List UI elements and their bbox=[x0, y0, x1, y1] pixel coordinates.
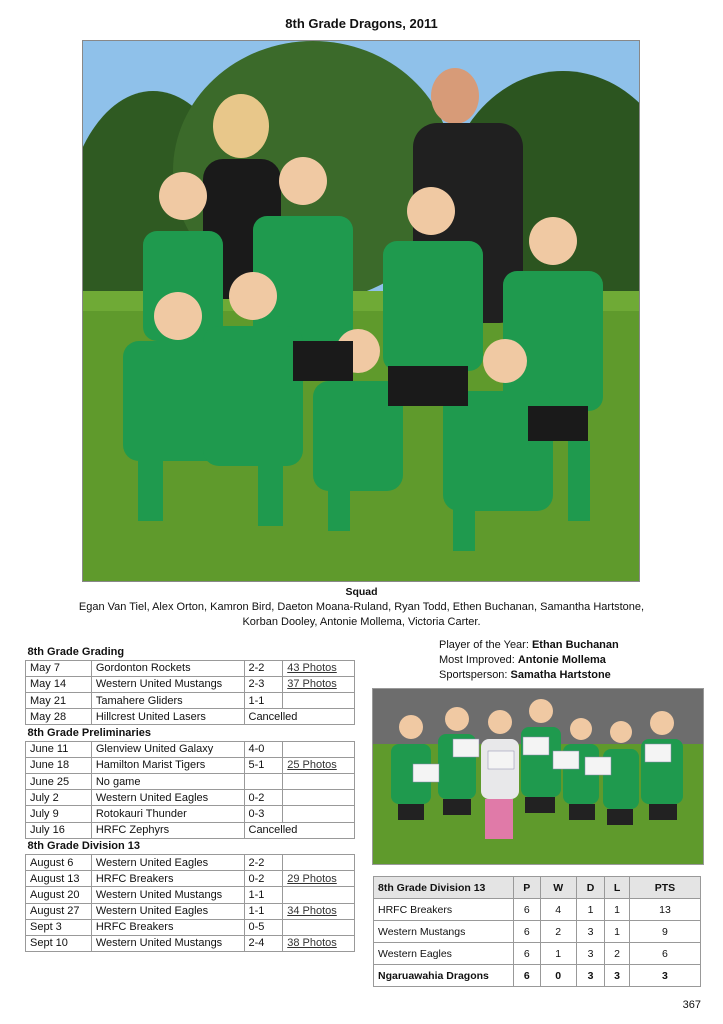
award-label: Sportsperson: bbox=[439, 669, 511, 681]
match-date: July 2 bbox=[26, 790, 92, 806]
result-row bbox=[26, 709, 355, 725]
ladder-p: 6 bbox=[514, 965, 541, 987]
match-photos-cell bbox=[283, 774, 355, 790]
section-heading-row bbox=[26, 725, 355, 741]
ladder-header-team: 8th Grade Division 13 bbox=[374, 877, 514, 899]
match-photos-cell bbox=[283, 790, 355, 806]
ladder-row bbox=[374, 965, 701, 987]
award-sportsperson bbox=[439, 668, 619, 683]
ladder-p: 6 bbox=[514, 943, 541, 965]
match-opponent: HRFC Breakers bbox=[91, 919, 244, 935]
result-row bbox=[26, 741, 355, 757]
match-score: 2-3 bbox=[244, 676, 283, 692]
match-photos-cell bbox=[283, 676, 355, 692]
result-row bbox=[26, 887, 355, 903]
match-date: June 11 bbox=[26, 741, 92, 757]
match-date: May 28 bbox=[26, 709, 92, 725]
match-date: Sept 3 bbox=[26, 919, 92, 935]
match-date: August 6 bbox=[26, 854, 92, 870]
photos-link[interactable]: 37 Photos bbox=[287, 678, 337, 691]
match-date: July 16 bbox=[26, 822, 92, 838]
ladder-header-w: W bbox=[540, 877, 576, 899]
award-name: Antonie Mollema bbox=[517, 654, 606, 666]
match-photos-cell bbox=[283, 887, 355, 903]
result-row bbox=[26, 919, 355, 935]
match-photos-cell bbox=[283, 871, 355, 887]
squad-line-2: Korban Dooley, Antonie Mollema, Victoria Carter. bbox=[242, 616, 481, 628]
match-opponent: Hamilton Marist Tigers bbox=[91, 757, 244, 773]
match-photos-cell bbox=[283, 741, 355, 757]
team-photo-illustration bbox=[83, 41, 639, 581]
result-row bbox=[26, 676, 355, 692]
match-opponent: Tamahere Gliders bbox=[91, 693, 244, 709]
ladder-header-p: P bbox=[514, 877, 541, 899]
match-opponent: Gordonton Rockets bbox=[91, 660, 244, 676]
match-date: June 18 bbox=[26, 757, 92, 773]
squad-line-1: Egan Van Tiel, Alex Orton, Kamron Bird, Daeton Moana-Ruland, Ryan Todd, Ethen Buchanan, Samantha Hartstone, bbox=[78, 601, 645, 613]
photos-link[interactable]: 25 Photos bbox=[287, 759, 337, 772]
match-opponent: Western United Mustangs bbox=[91, 887, 244, 903]
ladder-header-d: D bbox=[576, 877, 605, 899]
section-heading-row bbox=[26, 838, 355, 854]
ladder-header-pts: PTS bbox=[629, 877, 700, 899]
ladder-l: 1 bbox=[605, 899, 630, 921]
match-opponent: No game bbox=[91, 774, 244, 790]
ladder-header-row bbox=[374, 877, 701, 899]
match-photos-cell bbox=[283, 903, 355, 919]
match-score: Cancelled bbox=[244, 709, 355, 725]
match-score: 1-1 bbox=[244, 693, 283, 709]
photos-link[interactable]: 43 Photos bbox=[287, 662, 337, 675]
ladder-w: 1 bbox=[540, 943, 576, 965]
result-row bbox=[26, 693, 355, 709]
match-score: 1-1 bbox=[244, 887, 283, 903]
match-photos-cell bbox=[283, 935, 355, 951]
match-score: 1-1 bbox=[244, 903, 283, 919]
match-opponent: Western United Eagles bbox=[91, 790, 244, 806]
page-title: 8th Grade Dragons, 2011 bbox=[285, 16, 438, 31]
match-photos-cell bbox=[283, 919, 355, 935]
ladder-l: 1 bbox=[605, 921, 630, 943]
result-row bbox=[26, 854, 355, 870]
photos-link[interactable]: 34 Photos bbox=[287, 905, 337, 918]
squad-list bbox=[60, 600, 663, 630]
match-score: 0-2 bbox=[244, 871, 283, 887]
match-score bbox=[244, 774, 283, 790]
section-heading-row bbox=[26, 644, 355, 660]
ladder-header-l: L bbox=[605, 877, 630, 899]
match-opponent: HRFC Zephyrs bbox=[91, 822, 244, 838]
result-row bbox=[26, 871, 355, 887]
page-number: 367 bbox=[682, 999, 701, 1011]
match-score: 0-5 bbox=[244, 919, 283, 935]
ladder-l: 3 bbox=[605, 965, 630, 987]
match-score: 5-1 bbox=[244, 757, 283, 773]
section-heading: 8th Grade Preliminaries bbox=[27, 727, 151, 740]
award-photo bbox=[372, 688, 704, 865]
match-photos-cell bbox=[283, 806, 355, 822]
match-date: June 25 bbox=[26, 774, 92, 790]
section-heading: 8th Grade Grading bbox=[27, 645, 125, 658]
photos-link[interactable]: 38 Photos bbox=[287, 937, 337, 950]
squad-heading: Squad bbox=[345, 586, 378, 598]
ladder-d: 3 bbox=[576, 965, 605, 987]
ladder-pts: 3 bbox=[629, 965, 700, 987]
ladder-w: 2 bbox=[540, 921, 576, 943]
match-score: 2-2 bbox=[244, 854, 283, 870]
match-score: 2-2 bbox=[244, 660, 283, 676]
match-opponent: Western United Mustangs bbox=[91, 676, 244, 692]
result-row bbox=[26, 935, 355, 951]
ladder-pts: 9 bbox=[629, 921, 700, 943]
match-date: July 9 bbox=[26, 806, 92, 822]
photos-link[interactable]: 29 Photos bbox=[287, 872, 337, 885]
award-label: Player of the Year: bbox=[439, 639, 532, 651]
award-most-improved bbox=[439, 653, 619, 668]
ladder-row bbox=[374, 899, 701, 921]
ladder-row bbox=[374, 921, 701, 943]
ladder-team: HRFC Breakers bbox=[374, 899, 514, 921]
ladder-l: 2 bbox=[605, 943, 630, 965]
match-opponent: Western United Eagles bbox=[91, 854, 244, 870]
match-opponent: Hillcrest United Lasers bbox=[91, 709, 244, 725]
ladder-pts: 6 bbox=[629, 943, 700, 965]
ladder-pts: 13 bbox=[629, 899, 700, 921]
results-table bbox=[25, 644, 355, 952]
match-score: 4-0 bbox=[244, 741, 283, 757]
match-score: 2-4 bbox=[244, 935, 283, 951]
match-date: May 7 bbox=[26, 660, 92, 676]
ladder-d: 1 bbox=[576, 899, 605, 921]
match-score: 0-3 bbox=[244, 806, 283, 822]
match-score: 0-2 bbox=[244, 790, 283, 806]
ladder-d: 3 bbox=[576, 943, 605, 965]
match-opponent: HRFC Breakers bbox=[91, 871, 244, 887]
match-opponent: Glenview United Galaxy bbox=[91, 741, 244, 757]
match-opponent: Rotokauri Thunder bbox=[91, 806, 244, 822]
result-row bbox=[26, 822, 355, 838]
result-row bbox=[26, 806, 355, 822]
ladder-p: 6 bbox=[514, 899, 541, 921]
match-date: August 20 bbox=[26, 887, 92, 903]
result-row bbox=[26, 903, 355, 919]
award-player-of-year bbox=[439, 638, 619, 653]
match-date: May 21 bbox=[26, 693, 92, 709]
awards bbox=[439, 638, 619, 683]
match-date: May 14 bbox=[26, 676, 92, 692]
match-photos-cell bbox=[283, 660, 355, 676]
match-date: August 27 bbox=[26, 903, 92, 919]
ladder-table bbox=[373, 876, 701, 987]
match-date: Sept 10 bbox=[26, 935, 92, 951]
match-opponent: Western United Mustangs bbox=[91, 935, 244, 951]
match-photos-cell bbox=[283, 757, 355, 773]
award-name: Samatha Hartstone bbox=[510, 669, 611, 681]
result-row bbox=[26, 790, 355, 806]
team-photo bbox=[82, 40, 640, 582]
match-date: August 13 bbox=[26, 871, 92, 887]
ladder-team: Western Mustangs bbox=[374, 921, 514, 943]
result-row bbox=[26, 757, 355, 773]
award-label: Most Improved: bbox=[439, 654, 518, 666]
match-score: Cancelled bbox=[244, 822, 355, 838]
result-row bbox=[26, 774, 355, 790]
section-heading: 8th Grade Division 13 bbox=[27, 840, 140, 853]
ladder-row bbox=[374, 943, 701, 965]
ladder-team: Western Eagles bbox=[374, 943, 514, 965]
award-photo-illustration bbox=[373, 689, 703, 864]
match-photos-cell bbox=[283, 693, 355, 709]
award-name: Ethan Buchanan bbox=[531, 639, 619, 651]
match-photos-cell bbox=[283, 854, 355, 870]
result-row bbox=[26, 660, 355, 676]
ladder-p: 6 bbox=[514, 921, 541, 943]
ladder-w: 0 bbox=[540, 965, 576, 987]
ladder-d: 3 bbox=[576, 921, 605, 943]
match-opponent: Western United Eagles bbox=[91, 903, 244, 919]
ladder-team: Ngaruawahia Dragons bbox=[374, 965, 514, 987]
ladder-w: 4 bbox=[540, 899, 576, 921]
